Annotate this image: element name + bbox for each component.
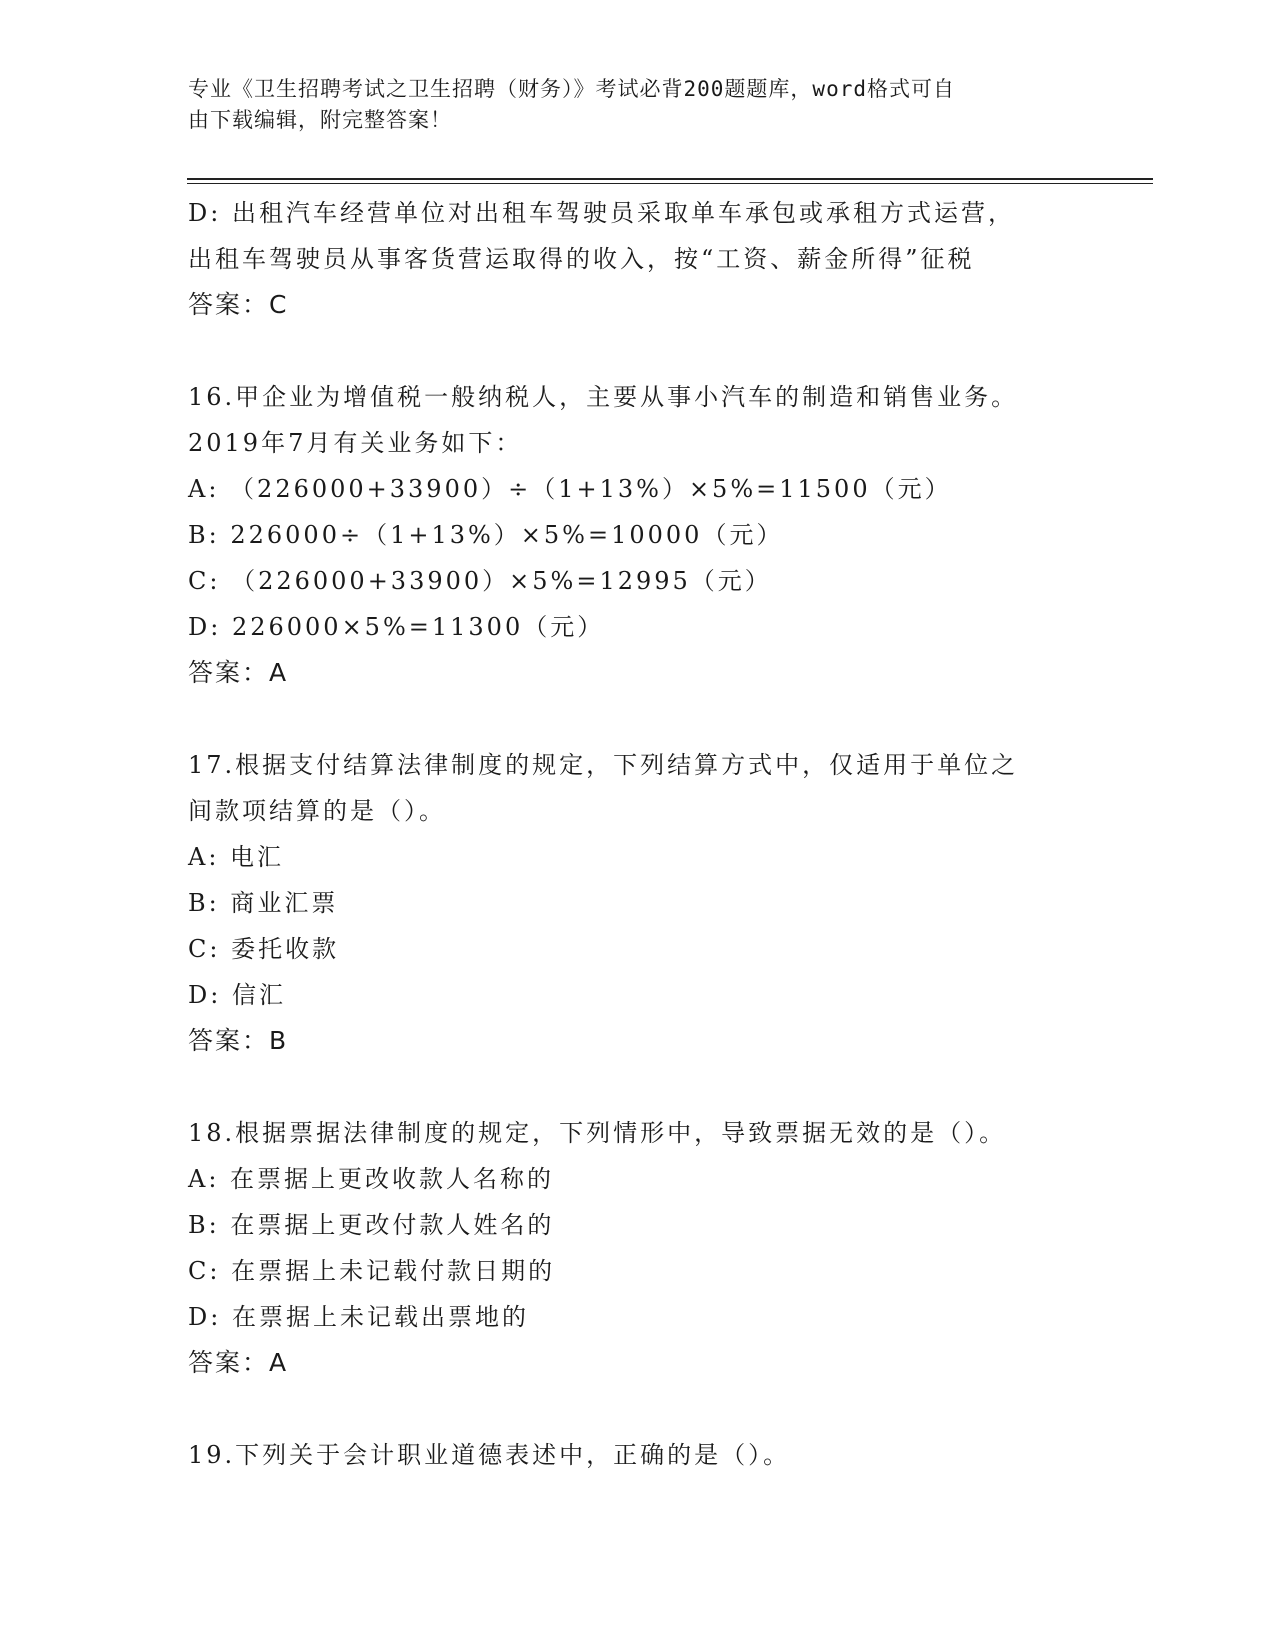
header-line-2: 由下载编辑，附完整答案！ (188, 108, 452, 132)
q17-option-b: B: 商业汇票 (188, 889, 339, 917)
q16-stem-line-1: 16.甲企业为增值税一般纳税人，主要从事小汽车的制造和销售业务。 (188, 383, 1019, 411)
question-18 (188, 1110, 1088, 1386)
spacer (188, 696, 1088, 742)
q18-option-b: B: 在票据上更改付款人姓名的 (188, 1211, 555, 1239)
question-list (188, 190, 1088, 1478)
spacer (188, 1064, 1088, 1110)
q16-stem-line-2: 2019年7月有关业务如下： (188, 429, 523, 457)
header-divider-thick (187, 178, 1153, 180)
q17-stem-line-2: 间款项结算的是（）。 (188, 797, 446, 825)
q15-option-d-line-2: 出租车驾驶员从事客货营运取得的收入，按“工资、薪金所得”征税 (188, 245, 975, 273)
q17-option-c: C: 委托收款 (188, 935, 340, 963)
question-16 (188, 374, 1088, 696)
document-header (188, 74, 1068, 136)
q18-option-c: C: 在票据上未记载付款日期的 (188, 1257, 556, 1285)
q17-answer: 答案：B (188, 1026, 289, 1055)
q16-option-c: C: （226000+33900）×5%=12995（元） (188, 567, 772, 595)
q17-option-d: D: 信汇 (188, 981, 286, 1009)
question-15 (188, 190, 1088, 328)
question-17 (188, 742, 1088, 1064)
q16-answer: 答案：A (188, 658, 289, 687)
q18-option-a: A: 在票据上更改收款人名称的 (188, 1165, 555, 1193)
header-line-1: 专业《卫生招聘考试之卫生招聘（财务）》考试必背200题题库，word格式可自 (188, 77, 955, 101)
question-19 (188, 1432, 1088, 1478)
spacer (188, 1386, 1088, 1432)
q18-option-d: D: 在票据上未记载出票地的 (188, 1303, 529, 1331)
q16-option-b: B: 226000÷（1+13%）×5%=10000（元） (188, 521, 784, 549)
q15-answer: 答案：C (188, 290, 289, 319)
q17-stem-line-1: 17.根据支付结算法律制度的规定，下列结算方式中，仅适用于单位之 (188, 751, 1019, 779)
q19-stem-line-1: 19.下列关于会计职业道德表述中，正确的是（）。 (188, 1441, 791, 1469)
q18-answer: 答案：A (188, 1348, 289, 1377)
q16-option-a: A: （226000+33900）÷（1+13%）×5%=11500（元） (188, 475, 952, 503)
q16-option-d: D: 226000×5%=11300（元） (188, 613, 605, 641)
spacer (188, 328, 1088, 374)
q17-option-a: A: 电汇 (188, 843, 285, 871)
q18-stem-line-1: 18.根据票据法律制度的规定，下列情形中，导致票据无效的是（）。 (188, 1119, 1007, 1147)
header-divider-thin (187, 183, 1153, 184)
q15-option-d-line-1: D: 出租汽车经营单位对出租车驾驶员采取单车承包或承租方式运营， (188, 199, 1015, 227)
